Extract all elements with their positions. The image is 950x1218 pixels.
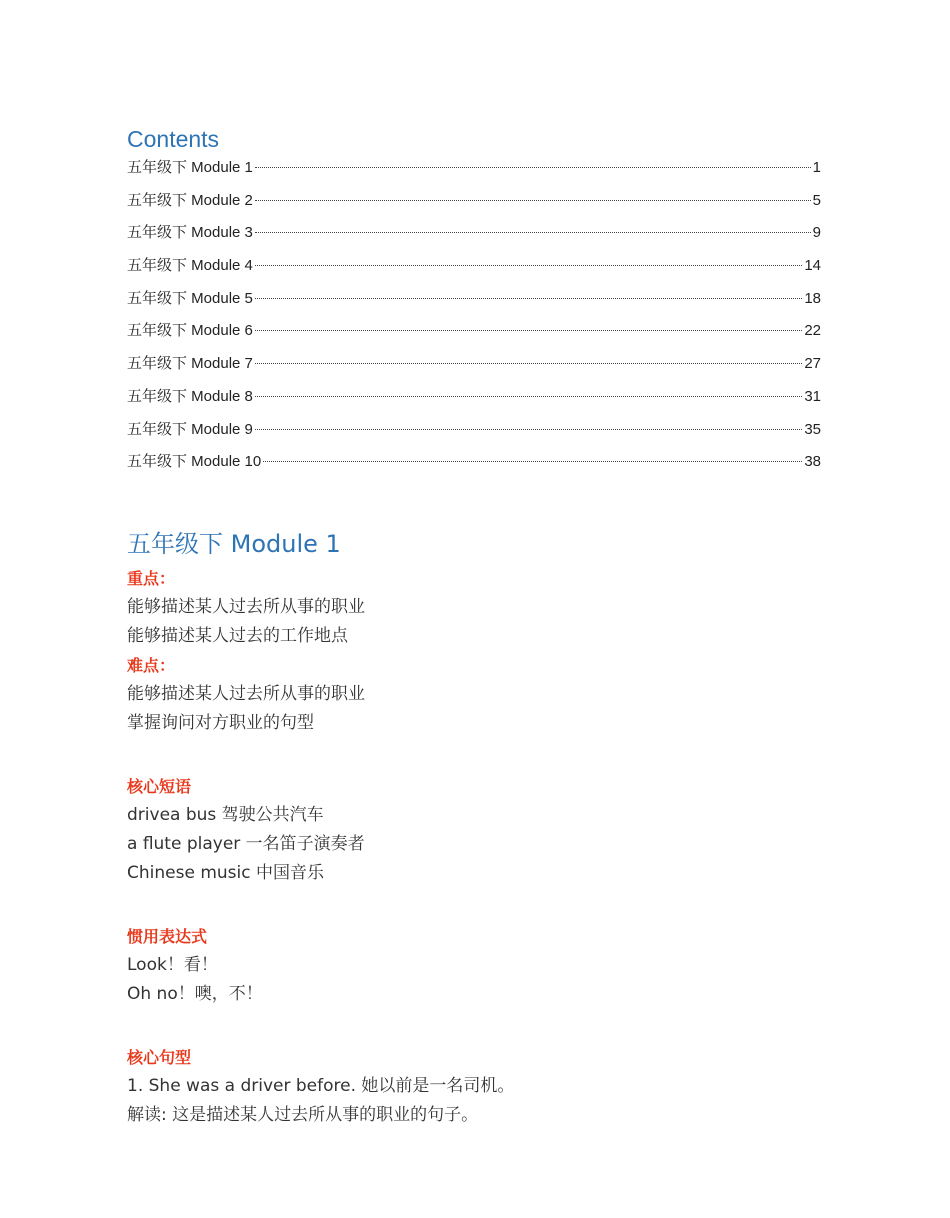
module-content [127,564,821,1130]
toc-entry-page: 27 [804,355,821,373]
toc-entry-module-7[interactable] [127,352,821,385]
core-sentences-label: 核心句型 [127,1048,192,1067]
toc-entry-module-10[interactable] [127,450,821,483]
toc-entry-page: 14 [804,257,821,275]
expression-item: Look！看！ [127,955,218,975]
key-point: 能够描述某人过去所从事的职业 [127,597,365,617]
toc-heading: Contents [127,126,220,152]
toc-entry-title: 五年级下 Module 9 [127,420,253,438]
toc-dot-leader [255,330,802,331]
toc-entry-title: 五年级下 Module 2 [127,191,253,209]
key-point: 能够描述某人过去的工作地点 [127,626,348,646]
spacer [127,888,821,922]
toc-entry-title: 五年级下 Module 5 [127,289,253,307]
toc-entry-module-5[interactable] [127,287,821,320]
toc-entry-module-2[interactable] [127,189,821,222]
toc-entry-page: 1 [812,159,821,176]
toc-entry-title: 五年级下 Module 8 [127,387,253,405]
toc-dot-leader [255,167,811,168]
toc-entry-title: 五年级下 Module 7 [127,355,253,373]
expressions-label: 惯用表达式 [127,927,208,946]
toc-entry-module-4[interactable] [127,254,821,287]
sentence-item: 1. She was a driver before. 她以前是一名司机。 [127,1076,515,1096]
toc-dot-leader [255,200,811,201]
toc-entry-module-1[interactable] [127,156,821,189]
module-title: 五年级下 Module 1 [127,530,341,558]
toc-dot-leader [255,298,802,299]
toc-dot-leader [255,396,802,397]
toc-entry-page: 31 [804,387,821,405]
toc-entry-module-6[interactable] [127,319,821,352]
core-phrases-label: 核心短语 [127,777,192,796]
phrase-item: Chinese music 中国音乐 [127,863,324,883]
toc-entry-title: 五年级下 Module 6 [127,322,253,340]
difficult-point: 能够描述某人过去所从事的职业 [127,684,365,704]
table-of-contents [127,156,821,483]
toc-entry-module-3[interactable] [127,221,821,254]
key-points-label: 重点： [127,569,176,588]
spacer [127,1009,821,1043]
phrase-item: drivea bus 驾驶公共汽车 [127,805,324,825]
toc-entry-title: 五年级下 Module 10 [127,453,262,471]
sentence-item: 解读: 这是描述某人过去所从事的职业的句子。 [127,1105,479,1125]
toc-entry-page: 35 [804,420,821,438]
toc-dot-leader [255,265,802,266]
phrase-item: a flute player 一名笛子演奏者 [127,834,365,854]
spacer [127,738,821,772]
toc-entry-page: 9 [812,224,821,242]
toc-entry-page: 22 [804,322,821,340]
toc-dot-leader [255,363,802,364]
toc-entry-page: 18 [804,289,821,307]
difficult-point: 掌握询问对方职业的句型 [127,713,314,733]
toc-dot-leader [255,232,811,233]
toc-dot-leader [263,461,802,462]
toc-entry-page: 5 [812,191,821,209]
expression-item: Oh no！噢，不！ [127,984,263,1004]
toc-entry-title: 五年级下 Module 4 [127,257,253,275]
toc-entry-title: 五年级下 Module 3 [127,224,253,242]
toc-entry-page: 38 [804,453,821,471]
document-page [127,0,821,1218]
toc-dot-leader [255,429,802,430]
toc-entry-module-8[interactable] [127,385,821,418]
toc-entry-title: 五年级下 Module 1 [127,159,253,176]
difficult-points-label: 难点： [127,656,176,675]
toc-entry-module-9[interactable] [127,418,821,451]
